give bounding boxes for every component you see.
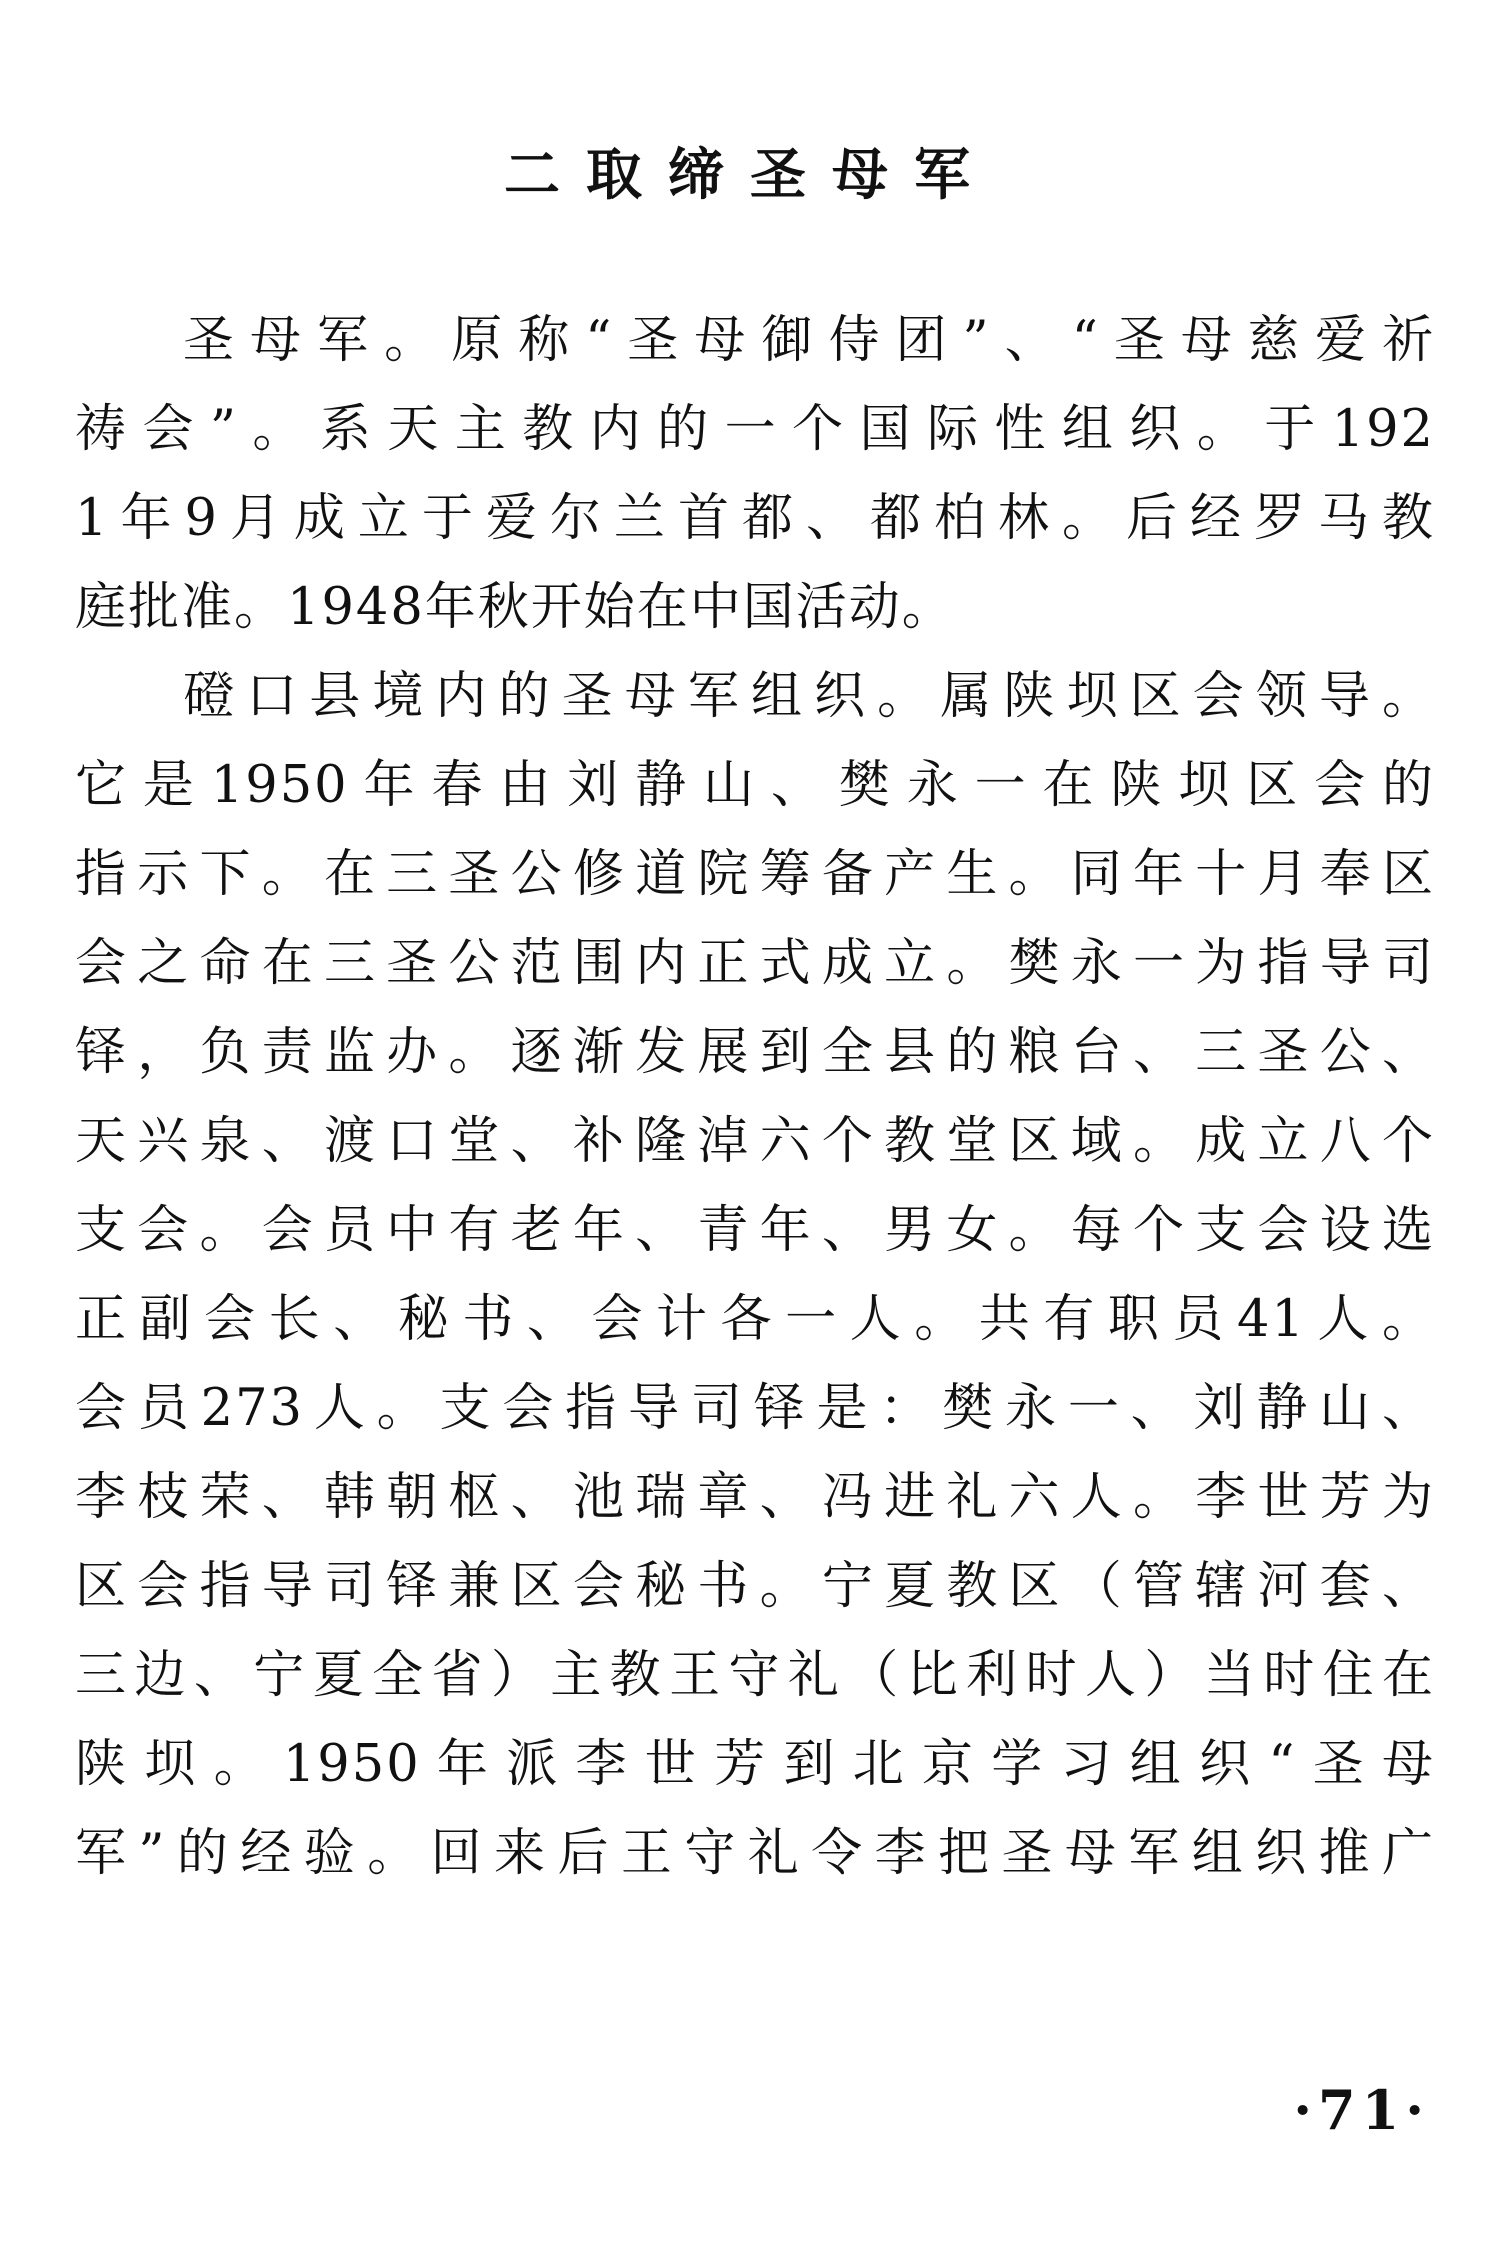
text-line: 它是1950年春由刘静山、樊永一在陕坝区会的 <box>75 756 1435 815</box>
text-line: 区会指导司铎兼区会秘书。宁夏教区（管辖河套、 <box>75 1557 1435 1616</box>
text-line: 支会。会员中有老年、青年、男女。每个支会设选 <box>75 1201 1435 1260</box>
text-line: 三边、宁夏全省）主教王守礼（比利时人）当时住在 <box>75 1646 1435 1705</box>
text-line: 庭批准。1948年秋开始在中国活动。 <box>75 578 955 637</box>
text-line: 磴口县境内的圣母军组织。属陕坝区会领导。 <box>183 667 1435 726</box>
page-number: ·71· <box>1293 2078 1430 2142</box>
text-line: 圣母军。原称“圣母御侍团”、“圣母慈爱祈 <box>183 311 1435 370</box>
text-line: 祷会”。系天主教内的一个国际性组织。于192 <box>75 400 1435 459</box>
text-line: 1年9月成立于爱尔兰首都、都柏林。后经罗马教 <box>75 489 1435 548</box>
text-line: 军”的经验。回来后王守礼令李把圣母军组织推广 <box>75 1824 1435 1883</box>
text-line: 李枝荣、韩朝枢、池瑞章、冯进礼六人。李世芳为 <box>75 1468 1435 1527</box>
text-line: 天兴泉、渡口堂、补隆淖六个教堂区域。成立八个 <box>75 1112 1435 1171</box>
text-line: 正副会长、秘书、会计各一人。共有职员41人。 <box>75 1290 1435 1349</box>
text-line: 会员273人。支会指导司铎是：樊永一、刘静山、 <box>75 1379 1435 1438</box>
text-line: 指示下。在三圣公修道院筹备产生。同年十月奉区 <box>75 845 1435 904</box>
text-line: 铎，负责监办。逐渐发展到全县的粮台、三圣公、 <box>75 1023 1435 1082</box>
section-title: 二取缔圣母军 <box>504 142 996 208</box>
text-line: 陕坝。1950年派李世芳到北京学习组织“圣母 <box>75 1735 1435 1794</box>
body-text <box>75 296 1435 1898</box>
text-line: 会之命在三圣公范围内正式成立。樊永一为指导司 <box>75 934 1435 993</box>
